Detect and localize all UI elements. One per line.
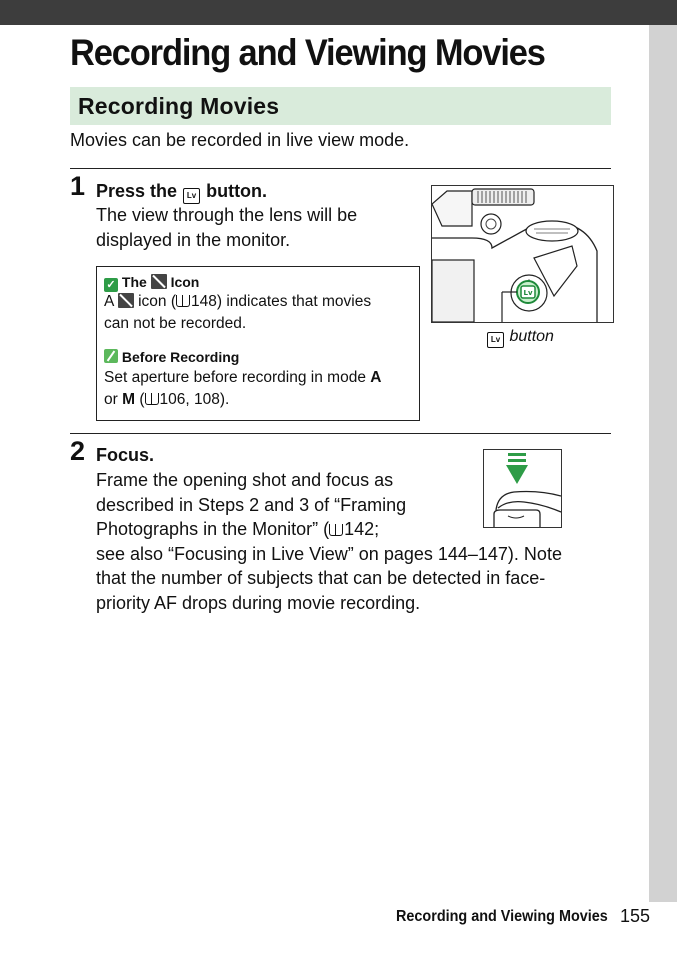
notes-box (96, 266, 420, 421)
page-reference: 106, 108 (159, 391, 220, 408)
section-title: Recording Movies (78, 93, 280, 119)
camera-figure-caption (486, 327, 554, 348)
page-reference: 148 (191, 293, 217, 310)
note-text-fragment: A (104, 293, 114, 310)
step-2-heading: Focus. (96, 445, 155, 465)
mode-a-label: A (370, 369, 382, 386)
footer-section-label: Recording and Viewing Movies (396, 908, 608, 925)
lv-button-icon: Lv (487, 332, 504, 348)
step-1-heading-pre: Press the (96, 181, 178, 201)
page-number: 155 (620, 906, 651, 926)
note-icon-heading-post: Icon (170, 274, 200, 290)
intro-text: Movies can be recorded in live view mode. (70, 130, 410, 150)
step-2-number: 2 (70, 436, 86, 466)
lv-button-icon: Lv (183, 188, 200, 204)
page-reference: 142 (344, 519, 375, 539)
side-tab (649, 25, 677, 902)
note-text-fragment: ). (219, 391, 230, 408)
note-text-fragment: can not be recorded. (104, 315, 247, 332)
note-icon-text (104, 291, 416, 335)
step-1-number: 1 (70, 171, 86, 201)
step-2-body-line: Frame the opening shot and focus as (96, 470, 394, 490)
step-1-body (96, 203, 357, 252)
page-title: Recording and Viewing Movies (70, 32, 545, 73)
step-1-heading (96, 179, 267, 204)
page-reference-icon (329, 524, 343, 536)
no-movie-icon (118, 293, 134, 308)
step-1-body-line: The view through the lens will be (96, 205, 358, 225)
body-fragment: Photographs in the Monitor” ( (96, 519, 330, 539)
step-2-body-line: that the number of subjects that can be detected in face- (96, 568, 546, 588)
step-2-body-line: priority AF drops during movie recording. (96, 592, 421, 613)
svg-text:Lv: Lv (523, 289, 533, 297)
top-bar (0, 0, 677, 25)
camera-back-illustration (431, 185, 614, 323)
pencil-icon (104, 349, 118, 363)
note-text-fragment: Set aperture before recording in mode (104, 369, 366, 386)
camera-drawing (432, 186, 613, 322)
step-2-divider (70, 433, 611, 434)
step-2-body-line: described in Steps 2 and 3 of “Framing (96, 494, 407, 515)
no-movie-icon (151, 274, 167, 289)
section-header (70, 87, 611, 125)
note-before-recording-title: Before Recording (121, 349, 240, 365)
step-2-body-line: see also “Focusing in Live View” on pages 144–147). Note (96, 543, 562, 564)
body-fragment: ; (374, 519, 380, 539)
step-1-divider (70, 168, 611, 169)
shutter-half-press-illustration (483, 449, 562, 528)
page-reference-icon (176, 295, 190, 307)
note-text-fragment: or (104, 391, 118, 408)
note-icon-heading (104, 273, 199, 292)
mode-m-label: M (122, 391, 136, 408)
caption-text: button (509, 328, 554, 345)
check-icon: ✓ (104, 278, 118, 292)
note-text-fragment: ) indicates that movies (216, 293, 372, 310)
half-press-drawing (484, 450, 561, 527)
step-1-heading-post: button. (206, 181, 268, 201)
step-1-body-line: displayed in the monitor. (96, 229, 291, 250)
page-reference-icon (145, 393, 159, 405)
note-icon-heading-pre: The (121, 274, 147, 290)
note-before-recording-text: Set aperture before recording in mode A or M ( 106, 108). (104, 369, 382, 408)
note-before-recording-heading (104, 348, 239, 366)
note-text-fragment: icon ( (138, 293, 177, 310)
